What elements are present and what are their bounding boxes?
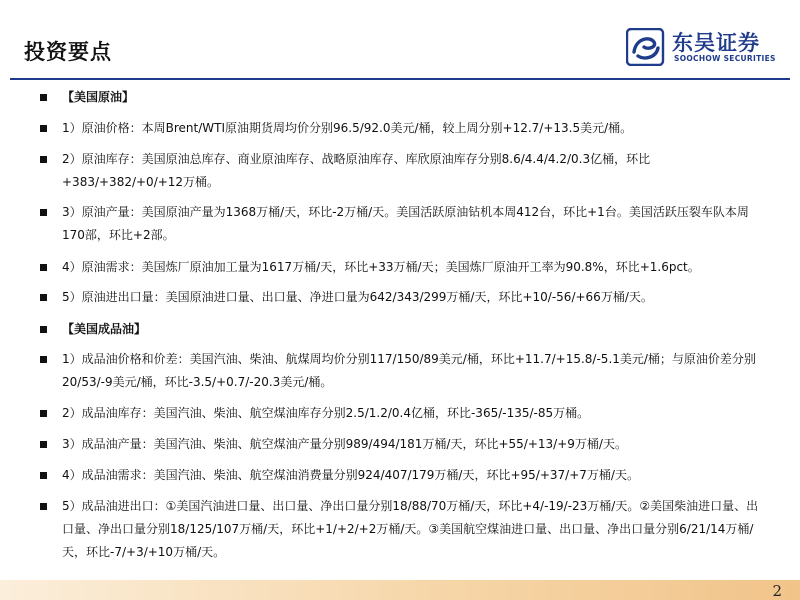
list-item-text: 5）原油进出口量：美国原油进口量、出口量、净进口量为642/343/299万桶/天，环比+10/-56/+66万桶/天。 [62,290,653,304]
bullet-icon [40,156,47,163]
section-heading: 【美国原油】 [62,90,135,104]
soochow-logo-icon [626,28,666,66]
list-item-text: 2）成品油库存：美国汽油、柴油、航空煤油库存分别2.5/1.2/0.4亿桶，环比-365/-135/-85万桶。 [62,406,590,420]
list-item-text: 1）成品油价格和价差：美国汽油、柴油、航煤周均价分别117/150/89美元/桶，环比+11.7/+15.8/-5.1美元/桶；与原油价差分别20/53/-9美元/桶，环比-3.5/+0.7/-20.3美元/桶。 [62,352,756,389]
logo-chinese-name: 东吴证券 [672,31,760,55]
list-item-text: 4）原油需求：美国炼厂原油加工量为1617万桶/天，环比+33万桶/天；美国炼厂原油开工率为90.8%，环比+1.6pct。 [62,260,700,274]
page-number: 2 [772,582,782,600]
bullet-icon [40,410,47,417]
logo-english-name: SOOCHOW SECURITIES [674,54,776,63]
list-item-text: 1）原油价格：本周Brent/WTI原油期货周均价分别96.5/92.0美元/桶，较上周分别+12.7/+13.5美元/桶。 [62,121,633,135]
bullet-icon [40,209,47,216]
brand-logo [626,26,786,70]
bullet-icon [40,94,47,101]
list-item-text: 3）成品油产量：美国汽油、柴油、航空煤油产量分别989/494/181万桶/天，环比+55/+13/+9万桶/天。 [62,437,627,451]
list-item-text: 4）成品油需求：美国汽油、柴油、航空煤油消费量分别924/407/179万桶/天，环比+95/+37/+7万桶/天。 [62,468,639,482]
list-item-text: 2）原油库存：美国原油总库存、商业原油库存、战略原油库存、库欣原油库存分别8.6/4.4/4.2/0.3亿桶，环比+383/+382/+0/+12万桶。 [62,152,651,189]
section-heading: 【美国成品油】 [62,322,147,336]
bullet-icon [40,441,47,448]
list-item-text: 5）成品油进出口：①美国汽油进口量、出口量、净出口量分别18/88/70万桶/天，环比+4/-19/-23万桶/天。②美国柴油进口量、出口量、净出口量分别18/125/107万桶/天，环比+1/+2/+2万桶/天。③美国航空煤油进口量、出口量、净出口量分别6/21/14万桶/天，环比-7/+3/+10万桶/天。 [62,499,759,559]
footer-bar [0,580,800,600]
bullet-icon [40,264,47,271]
slide-header [0,0,800,78]
bullet-icon [40,472,47,479]
bullet-icon [40,294,47,301]
bullet-icon [40,356,47,363]
page-title: 投资要点 [24,40,112,64]
bullet-icon [40,503,47,510]
header-divider [10,78,790,80]
bullet-icon [40,326,47,333]
bullet-icon [40,125,47,132]
list-item-text: 3）原油产量：美国原油产量为1368万桶/天，环比-2万桶/天。美国活跃原油钻机本周412台，环比+1台。美国活跃压裂车队本周170部，环比+2部。 [62,205,749,242]
